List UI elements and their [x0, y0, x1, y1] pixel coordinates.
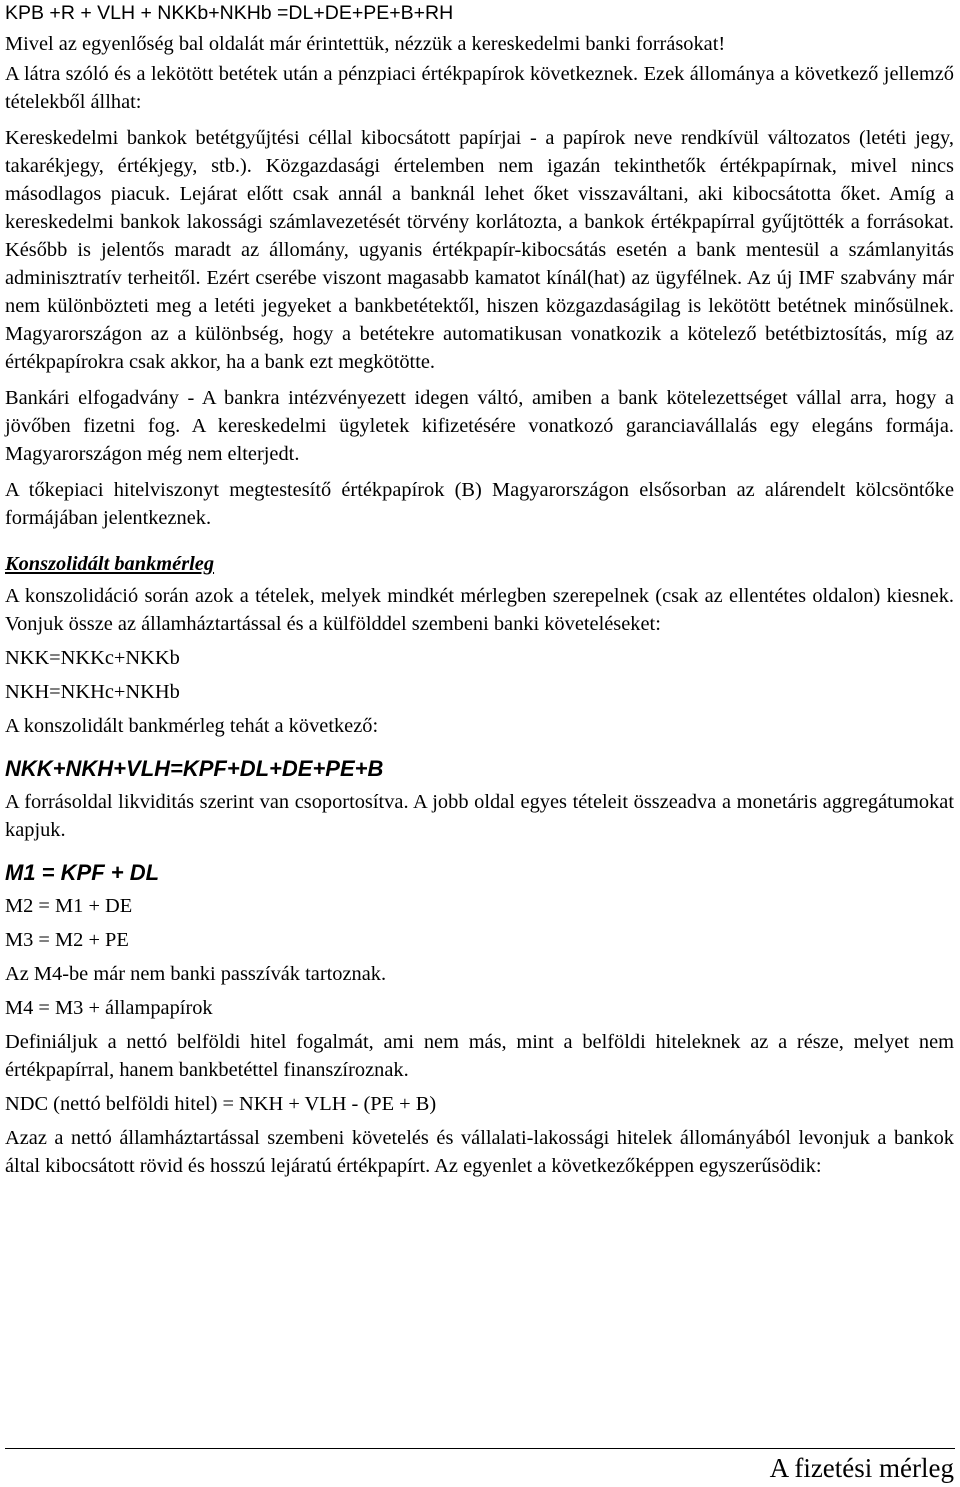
final-paragraph: Azaz a nettó államháztartással szembeni követelés és vállalati-lakossági hitelek állományából levonjuk a bankok által kibocsátott rövid és hosszú lejáratú értékpapírt. Az egyenlet a következőképpen egyszerűsödik: [5, 1127, 954, 1177]
top-formula: KPB +R + VLH + NKKb+NKHb =DL+DE+PE+B+RH [5, 2, 454, 24]
consolidated-intro: A konszolidált bankmérleg tehát a következő: [5, 715, 379, 737]
m4-note: Az M4-be már nem banki passzívák tartoznak. [5, 963, 387, 985]
consolidation-paragraph: A konszolidáció során azok a tételek, melyek mindkét mérlegben szerepelnek (csak az ellentétes oldalon) kiesnek. Vonjuk össze az államháztartással és a külfölddel szembeni banki követeléseket: [5, 585, 954, 635]
nkk-formula: NKK=NKKc+NKKb [5, 647, 180, 669]
footer-divider [5, 1448, 955, 1449]
section-heading: Konszolidált bankmérleg [5, 553, 215, 575]
consolidated-formula: NKK+NKH+VLH=KPF+DL+DE+PE+B [5, 756, 384, 781]
liquidity-paragraph: A forrásoldal likviditás szerint van csoportosítva. A jobb oldal egyes tételeit összeadva a monetáris aggregátumokat kapjuk. [5, 791, 954, 841]
document-page [5, 0, 954, 1186]
footer-title: A fizetési mérleg [769, 1453, 954, 1483]
m4-formula: M4 = M3 + állampapírok [5, 997, 213, 1019]
m2-formula: M2 = M1 + DE [5, 895, 133, 917]
securities-intro-paragraph: A látra szóló és a lekötött betétek után a pénzpiaci értékpapírok következnek. Ezek állománya a következő jellemző tételekből állhat: [5, 63, 954, 113]
ndc-definition-paragraph: Definiáljuk a nettó belföldi hitel fogalmát, ami nem más, mint a belföldi hiteleknek az a része, melyet nem értékpapírral, hanem bankbetéttel finanszíroznak. [5, 1031, 954, 1081]
deposit-certificates-paragraph: Kereskedelmi bankok betétgyűjtési céllal kibocsátott papírjai - a papírok neve rendkívül változatos (letéti jegy, takarékjegy, értékjegy, stb.). Közgazdasági értelemben nem igazán tekinthetők értékpapírnak, mivel nincs másodlagos piacuk. Lejárat előtt csak annál a banknál lehet őket visszaváltani, aki kibocsátotta őket. Amíg a kereskedelmi bankok lakossági számlavezetését törvény korlátozta, a bankok értékpapírral gyűjtötték a forrásokat. Később is jelentős maradt az állomány, ugyanis értékpapír-kibocsátás esetén a bank mentesül a számlanyitás adminisztratív terheitől. Ezért cserébe viszont magasabb kamatot kínál(hat) az ügyfélnek. Az új IMF szabvány már nem különbözteti meg a letéti jegyeket a bankbetétektől, hiszen közgazdaságilag is lekötött betétnek minősülnek. Magyarországon az a különbség, hogy a betétekre automatikusan vonatkozik a kötelező betétbiztosítás, míg az értékpapírokra csak akkor, ha a bank ezt megkötötte. [5, 127, 954, 373]
m1-formula: M1 = KPF + DL [5, 860, 160, 885]
capital-market-paragraph: A tőkepiaci hitelviszonyt megtestesítő értékpapírok (B) Magyarországon elsősorban az alárendelt kölcsöntőke formájában jelentkeznek. [5, 479, 954, 529]
m3-formula: M3 = M2 + PE [5, 929, 129, 951]
ndc-formula: NDC (nettó belföldi hitel) = NKH + VLH - (PE + B) [5, 1093, 437, 1115]
bankers-acceptance-paragraph: Bankári elfogadvány - A bankra intézvényezett idegen váltó, amiben a bank kötelezettséget vállal arra, hogy a jövőben fizetni fog. A kereskedelmi ügyletek kifizetésére vonatkozó garanciavállalás egy elegáns formája. Magyarországon még nem elterjedt. [5, 387, 954, 465]
intro-paragraph: Mivel az egyenlőség bal oldalát már érintettük, nézzük a kereskedelmi banki forrásokat! [5, 33, 726, 55]
nkh-formula: NKH=NKHc+NKHb [5, 681, 180, 703]
